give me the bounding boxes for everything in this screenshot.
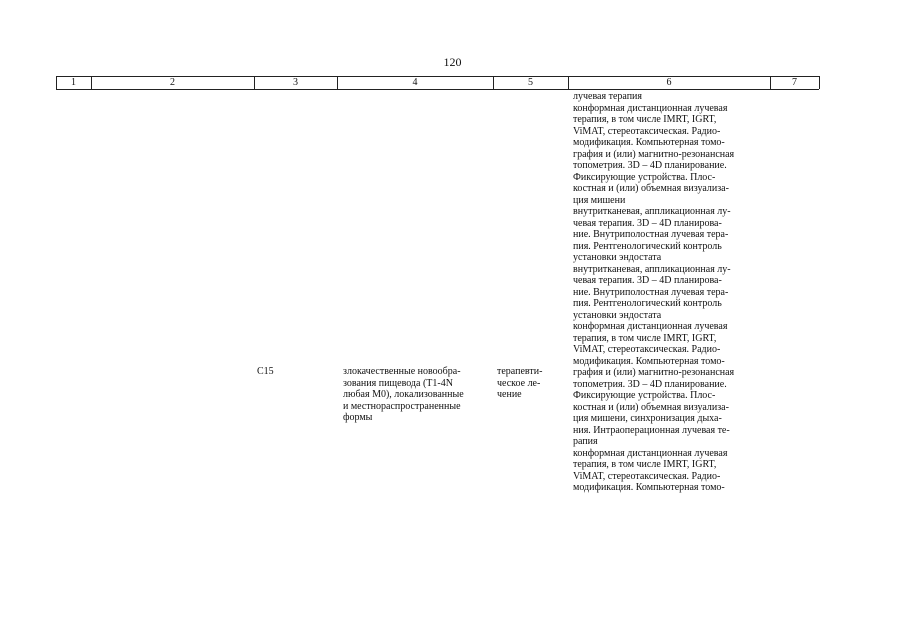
- column-number-1: 1: [71, 77, 76, 88]
- method-line: установки эндостата: [573, 309, 662, 321]
- method-line: топометрия. 3D – 4D планирование.: [573, 160, 727, 171]
- page-number: 120: [443, 55, 462, 69]
- diagnosis-line: злокачественные новообра-: [343, 366, 461, 377]
- diagnosis-line: и местнораспространенные: [343, 400, 461, 412]
- column-number-7: 7: [792, 77, 797, 88]
- method-line: ViMAT, стереотаксическая. Радио-: [573, 125, 721, 137]
- column-number-5: 5: [528, 77, 533, 88]
- treatment-type-line: терапевти-: [497, 366, 543, 377]
- header-divider: [819, 76, 820, 89]
- treatment-methods-cell: [573, 91, 767, 494]
- diagnosis-line: зования пищевода (T1-4N: [343, 377, 453, 389]
- treatment-type-line: чение: [497, 389, 522, 400]
- column-number-3: 3: [293, 77, 298, 88]
- method-line: костная и (или) объемная визуализа-: [573, 183, 729, 194]
- column-number-4: 4: [412, 77, 418, 88]
- method-line: конформная дистанционная лучевая: [573, 321, 728, 332]
- diagnosis-line: формы: [343, 412, 373, 423]
- method-line: ние. Внутриполостная лучевая тера-: [573, 229, 729, 240]
- method-line: внутритканевая, аппликационная лу-: [573, 206, 731, 217]
- method-line: установки эндостата: [573, 252, 662, 263]
- diagnosis-line: любая M0), локализованные: [343, 389, 464, 400]
- method-line: модификация. Компьютерная томо-: [573, 482, 725, 493]
- method-line: Фиксирующие устройства. Плос-: [573, 390, 716, 401]
- method-line: конформная дистанционная лучевая: [573, 447, 728, 459]
- method-line: модификация. Компьютерная томо-: [573, 355, 725, 367]
- method-line: модификация. Компьютерная томо-: [573, 137, 725, 148]
- method-line: графия и (или) магнитно-резонансная: [573, 367, 735, 378]
- method-line: терапия, в том числе IMRT, IGRT,: [573, 459, 717, 470]
- method-line: ние. Внутриполостная лучевая тера-: [573, 286, 729, 298]
- method-line: чевая терапия. 3D – 4D планирова-: [573, 217, 722, 229]
- header-bottom-border: [56, 89, 819, 90]
- method-line: ция мишени: [573, 194, 626, 206]
- diagnosis-code-cell: [257, 366, 317, 378]
- method-line: ция мишени, синхронизация дыха-: [573, 413, 722, 424]
- treatment-type-line: ческое ле-: [497, 377, 541, 389]
- method-line: конформная дистанционная лучевая: [573, 102, 728, 114]
- method-line: пия. Рентгенологический контроль: [573, 298, 722, 309]
- method-line: ViMAT, стереотаксическая. Радио-: [573, 344, 721, 355]
- method-line: рапия: [573, 436, 598, 447]
- treatment-type-cell: [497, 366, 563, 401]
- method-line: внутритканевая, аппликационная лу-: [573, 263, 731, 275]
- method-line: графия и (или) магнитно-резонансная: [573, 148, 735, 160]
- method-line: пия. Рентгенологический контроль: [573, 240, 722, 252]
- column-number-6: 6: [666, 77, 672, 88]
- method-line: Фиксирующие устройства. Плос-: [573, 171, 716, 183]
- method-line: терапия, в том числе IMRT, IGRT,: [573, 332, 717, 344]
- method-line: ния. Интраоперационная лучевая те-: [573, 424, 730, 436]
- method-line: терапия, в том числе IMRT, IGRT,: [573, 114, 717, 125]
- method-line: костная и (или) объемная визуализа-: [573, 401, 729, 413]
- method-line: лучевая терапия: [573, 91, 643, 102]
- method-line: ViMAT, стереотаксическая. Радио-: [573, 470, 721, 482]
- method-line: чевая терапия. 3D – 4D планирова-: [573, 275, 722, 286]
- diagnosis-code: C15: [257, 366, 274, 377]
- method-line: топометрия. 3D – 4D планирование.: [573, 378, 727, 390]
- column-number-2: 2: [170, 77, 175, 88]
- diagnosis-cell: [343, 366, 489, 424]
